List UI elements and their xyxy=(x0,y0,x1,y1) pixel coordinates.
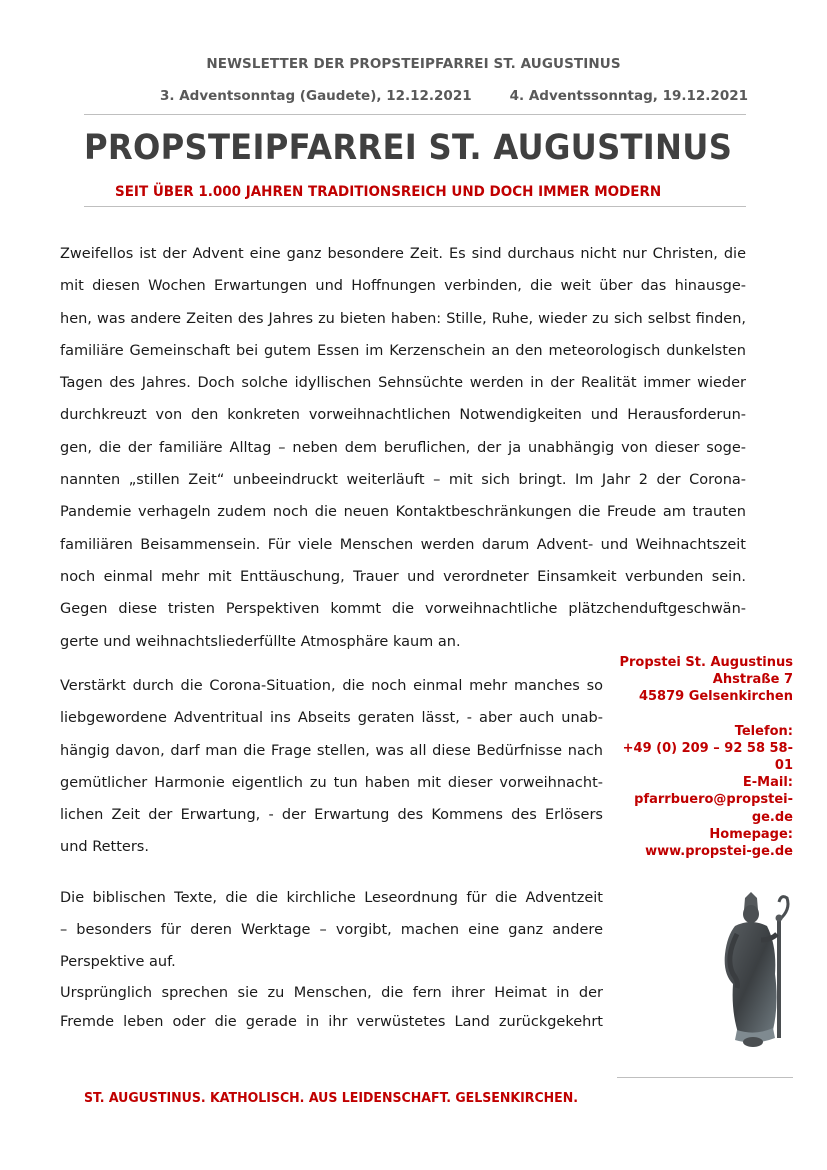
paragraph-2 xyxy=(60,670,603,864)
text-line: familiären Beisammensein. Für viele Menschen werden darum Advent- und Weihnachtszeit xyxy=(60,536,746,553)
text-line: Ursprünglich sprechen sie zu Menschen, die fern ihrer Heimat in der xyxy=(60,984,603,1001)
text-line: – besonders für deren Werktage – vorgibt, machen eine ganz andere xyxy=(60,922,603,939)
text-line: mit diesen Wochen Erwartungen und Hoffnungen verbinden, die weit über das hinausge- xyxy=(60,278,746,295)
text-line: hen, was andere Zeiten des Jahres zu bieten haben: Stille, Ruhe, wieder zu sich selbst finden, xyxy=(60,310,746,327)
paragraph-4 xyxy=(60,979,603,1037)
text-line: gerte und weihnachtsliederfüllte Atmosphäre kaum an. xyxy=(60,633,461,650)
page-title: PROPSTEIPFARREI ST. AUGUSTINUS xyxy=(84,128,733,168)
date-left: 3. Adventsonntag (Gaudete), 12.12.2021 xyxy=(160,88,472,104)
email-address[interactable]: pfarrbuero@propstei- xyxy=(634,792,793,808)
article-column xyxy=(60,670,603,1037)
date-right: 4. Adventssonntag, 19.12.2021 xyxy=(509,88,749,104)
contact-box xyxy=(618,654,793,860)
text-line: Fremde leben oder die gerade in ihr verwüstetes Land zurückgekehrt xyxy=(60,1013,603,1030)
text-line: hängig davon, darf man die Frage stellen, was all diese Bedürfnisse nach xyxy=(60,742,603,759)
text-line: Gegen diese tristen Perspektiven kommt die vorweihnachtliche plätzchenduftgeschwän- xyxy=(60,601,746,618)
footer-slogan: ST. AUGUSTINUS. KATHOLISCH. AUS LEIDENSCHAFT. GELSENKIRCHEN. xyxy=(84,1090,579,1106)
homepage-label: Homepage: xyxy=(709,826,793,842)
phone-number-cont: 01 xyxy=(774,758,793,774)
text-line: Tagen des Jahres. Doch solche idyllischen Sehnsüchte werden in der Realität immer wieder xyxy=(60,375,746,392)
text-line: liebgewordene Adventritual ins Abseits geraten lässt, - aber auch unab- xyxy=(60,710,603,727)
text-line: nannten „stillen Zeit“ unbeeindruckt weiterläuft – mit sich bringt. Im Jahr 2 der Corona- xyxy=(60,472,746,489)
paragraph-3 xyxy=(60,882,603,979)
homepage-link[interactable]: www.propstei-ge.de xyxy=(645,844,793,860)
newsletter-label: NEWSLETTER DER PROPSTEIPFARREI ST. AUGUSTINUS xyxy=(206,56,621,72)
text-line: lichen Zeit der Erwartung, - der Erwartung des Kommens des Erlösers xyxy=(60,807,603,824)
text-line: familiäre Gemeinschaft bei gutem Essen im Kerzenschein an den meteorologisch dunkelsten xyxy=(60,342,746,359)
paragraph-1 xyxy=(60,238,746,658)
issue-dates xyxy=(160,88,748,104)
email-label: E-Mail: xyxy=(742,775,793,791)
email-address-cont[interactable]: ge.de xyxy=(751,809,793,825)
text-line: noch einmal mehr mit Enttäuschung, Trauer und verordneter Einsamkeit verbunden sein. xyxy=(60,568,746,585)
footer-divider xyxy=(617,1077,793,1078)
header-divider xyxy=(84,114,746,115)
page-subtitle: SEIT ÜBER 1.000 JAHREN TRADITIONSREICH UND DOCH IMMER MODERN xyxy=(115,184,662,200)
text-line: Pandemie verhageln zudem noch die neuen Kontaktbeschränkungen die Freude am trauten xyxy=(60,504,746,521)
article-intro xyxy=(60,238,746,658)
subtitle-divider xyxy=(84,206,746,207)
text-line: Verstärkt durch die Corona-Situation, die noch einmal mehr manches so xyxy=(60,678,603,694)
text-line: gemütlicher Harmonie eigentlich zu tun haben mit dieser vorweihnacht- xyxy=(60,774,603,791)
text-line: Perspektive auf. xyxy=(60,954,176,971)
contact-name: Propstei St. Augustinus xyxy=(619,655,793,670)
text-line: und Retters. xyxy=(60,839,149,856)
phone-label: Telefon: xyxy=(734,723,793,739)
text-line: gen, die der familiäre Alltag – neben dem beruflichen, der ja unabhängig von dieser soge- xyxy=(60,439,746,456)
contact-city: 45879 Gelsenkirchen xyxy=(638,689,793,705)
contact-street: Ahstraße 7 xyxy=(712,672,793,688)
text-line: Zweifellos ist der Advent eine ganz besondere Zeit. Es sind durchaus nicht nur Christen, die xyxy=(60,246,746,262)
text-line: durchkreuzt von den konkreten vorweihnachtlichen Notwendigkeiten und Herausforderun- xyxy=(60,407,746,424)
saint-augustine-statue-icon xyxy=(695,890,805,1050)
text-line: Die biblischen Texte, die die kirchliche Leseordnung für die Adventzeit xyxy=(60,889,603,906)
phone-number: +49 (0) 209 – 92 58 58- xyxy=(622,740,793,756)
